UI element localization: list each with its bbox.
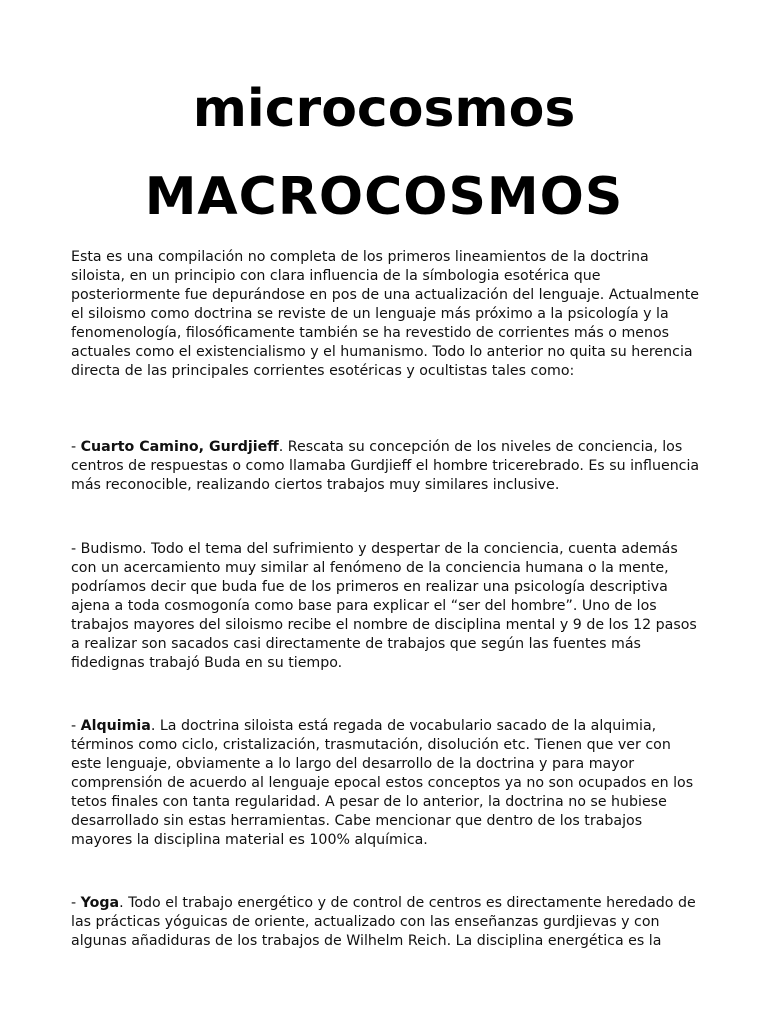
cuarto-camino-paragraph <box>71 438 703 495</box>
alquimia-term: Alquimia <box>80 718 151 734</box>
document-body <box>71 248 703 951</box>
cuarto-camino-term: Cuarto Camino, Gurdjieff <box>80 439 279 455</box>
document-title-line-1: microcosmos <box>192 79 576 139</box>
alquimia-text: . La doctrina siloista está regada de vocabulario sacado de la alquimia, términos como ciclo, cristalización, trasmutación, disolución etc. Tienen que ver con este lenguaje, obviamente a lo largo del desarrollo de la doctrina y para mayor comprensión de acuerdo al lenguaje epocal estos conceptos ya no son ocupados en los tetos finales con tanta regularidad. A pesar de lo anterior, la doctrina no se hubiese desarrollado sin estas herramientas. Cabe mencionar que dentro de los trabajos mayores la disciplina material es 100% alquímica. <box>71 718 694 848</box>
intro-paragraph: Esta es una compilación no completa de los primeros lineamientos de la doctrina siloista, en un principio con clara influencia de la símbologia esotérica que posteriormente fue depurándose en pos de una actualización del lenguaje. Actualmente el siloismo como doctrina se reviste de un lenguaje más próximo a la psicología y la fenomenología, filosóficamente también se ha revestido de corrientes más o menos actuales como el existencialismo y el humanismo. Todo lo anterior no quita su herencia directa de las principales corrientes esotéricas y ocultistas tales como: <box>71 249 699 379</box>
document-title-line-2: MACROCOSMOS <box>144 167 624 227</box>
yoga-paragraph <box>71 894 703 951</box>
alquimia-paragraph <box>71 717 703 850</box>
yoga-term: Yoga <box>80 895 120 911</box>
budismo-paragraph: - Budismo. Todo el tema del sufrimiento y despertar de la conciencia, cuenta además con un acercamiento muy similar al fenómeno de la conciencia humana o la mente, podríamos decir que buda fue de los primeros en realizar una psicología descriptiva ajena a toda cosmogonía como base para explicar el “ser del hombre”. Uno de los trabajos mayores del siloismo recibe el nombre de disciplina mental y 9 de los 12 pasos a realizar son sacados casi directamente de trabajos que según las fuentes más fidedignas trabajó Buda en su tiempo. <box>71 541 697 671</box>
yoga-text: . Todo el trabajo energético y de control de centros es directamente heredado de las prácticas yóguicas de oriente, actualizado con las enseñanzas gurdjievas y con algunas añadiduras de los trabajos de Wilhelm Reich. La disciplina energética es la <box>71 895 696 949</box>
alquimia-prefix: - <box>71 718 81 734</box>
cuarto-camino-text: . Rescata su concepción de los niveles de conciencia, los centros de respuestas o como llamaba Gurdjieff el hombre tricerebrado. Es su influencia más reconocible, realizando ciertos trabajos muy similares inclusive. <box>71 439 700 493</box>
cuarto-camino-prefix: - <box>71 439 81 455</box>
yoga-prefix: - <box>71 895 81 911</box>
